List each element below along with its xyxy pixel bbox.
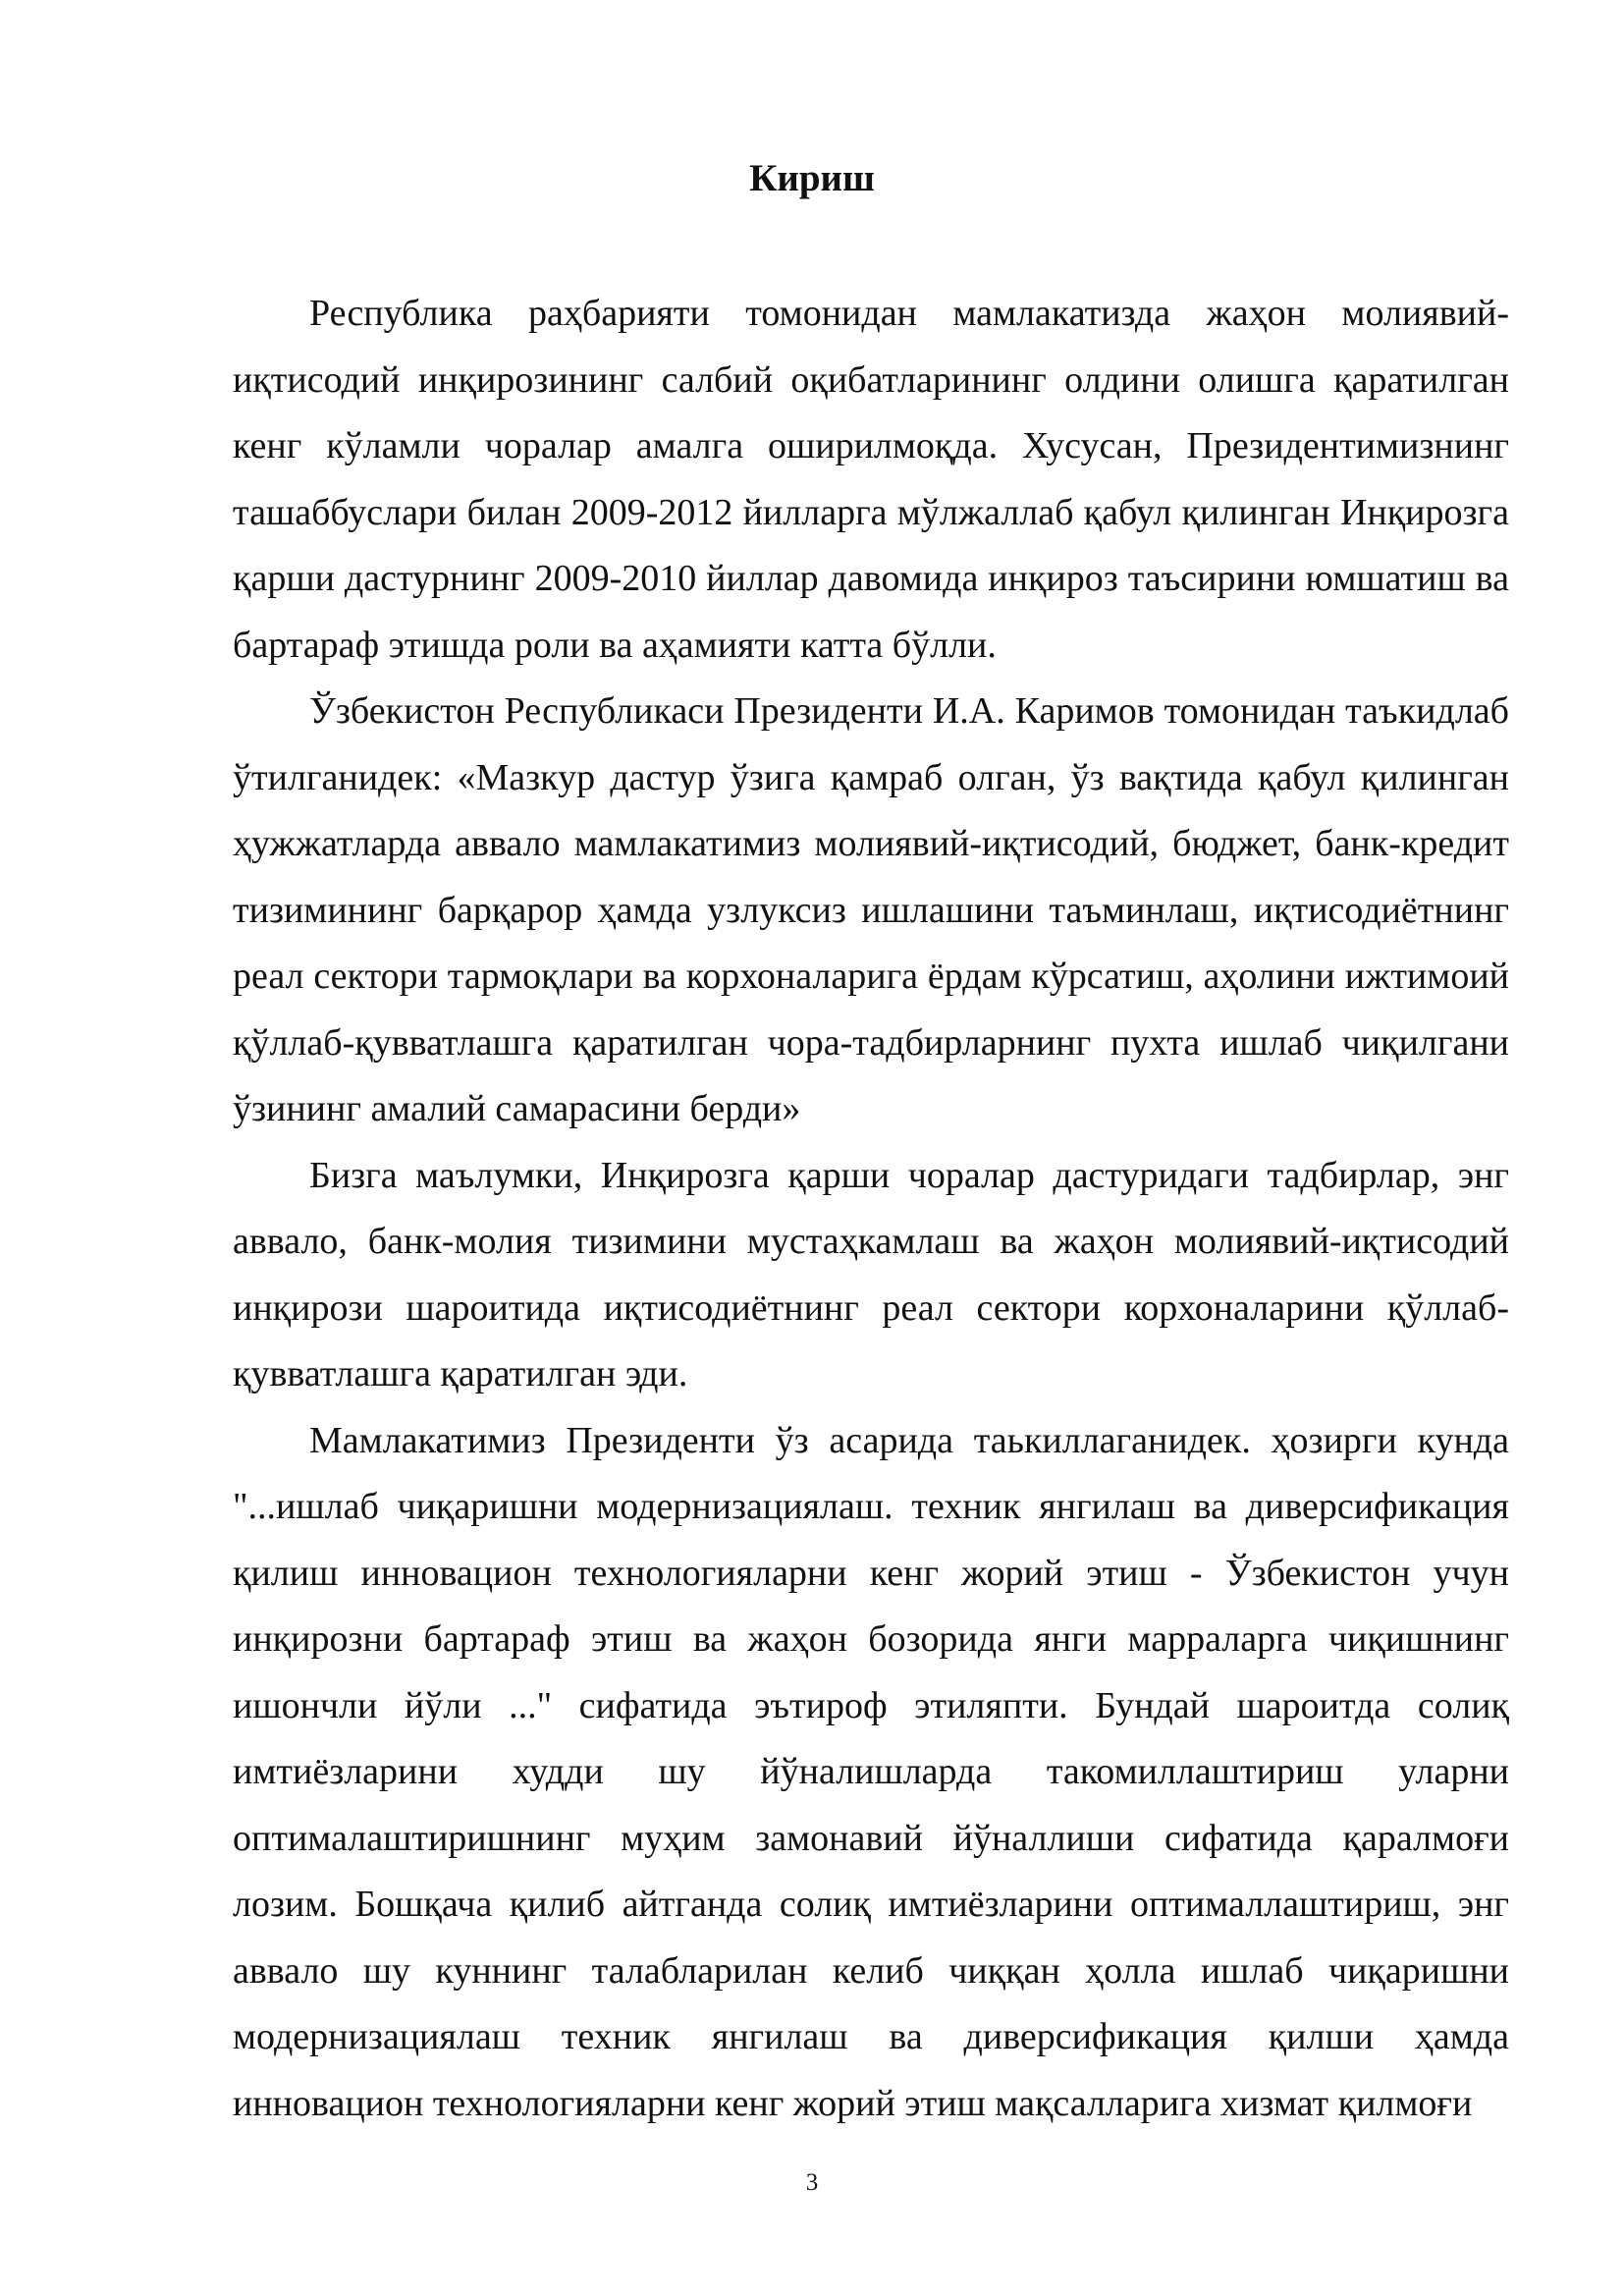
paragraph-2: Ўзбекистон Республикаси Президенти И.А. Каримов томонидан таъкидлаб ўтилганидек: «Мазкур дастур ўзига қамраб олган, ўз вақтида қабул қилинган ҳужжатларда аввало мамлакатимиз молиявий-иқтисодий, бюджет, банк-кредит тизимининг барқарор ҳамда узлуксиз ишлашини таъминлаш, иқтисодиётнинг реал сектори тармоқлари ва корхоналарига ёрдам кўрсатиш, аҳолини ижтимоий қўллаб-қувватлашга қаратилган чора-тадбирларнинг пухта ишлаб чиқилгани ўзининг амалий самарасини берди» xyxy=(233,690,1509,1129)
paragraph-4: Мамлакатимиз Президенти ўз асарида таькиллаганидек. ҳозирги кунда "...ишлаб чиқаришни модернизациялаш. техник янгилаш ва диверсификация қилиш инновацион технологияларни кенг жорий этиш - Ўзбекистон учун инқирозни бартараф этиш ва жаҳон бозорида янги марраларга чиқишнинг ишончли йўли ..." сифатида эътироф этиляпти. Бундай шароитда солиқ имтиёзларини худди шу йўналишларда такомиллаштириш уларни оптималаштиришнинг муҳим замонавий йўналлиши сифатида қаралмоғи лозим. Бошқача қилиб айтганда солиқ имтиёзларини оптималлаштириш, энг аввало шу куннинг талабларилан келиб чиққан ҳолла ишлаб чиқаришни модернизациялаш техник янгилаш ва диверсификация қилши ҳамда инновацион технологияларни кенг жорий этиш мақсалларига хизмат қилмоғи xyxy=(233,1419,1509,2124)
page-title: Кириш xyxy=(749,157,875,199)
body-text xyxy=(233,281,1509,2137)
page-number: 3 xyxy=(805,2169,819,2196)
paragraph-3: Бизга маълумки, Инқирозга қарши чоралар дастуридаги тадбирлар, энг аввало, банк-молия тизимини мустаҳкамлаш ва жаҳон молиявий-иқтисодий инқирози шароитида иқтисодиётнинг реал сектори корхоналарини қўллаб-қувватлашга қаратилган эди. xyxy=(233,1154,1509,1394)
paragraph-1: Республика раҳбарияти томонидан мамлакатизда жаҳон молиявий-иқтисодий инқирозининг салбий оқибатларининг олдини олишга қаратилган кенг кўламли чоралар амалга оширилмоқда. Хусусан, Президентимизнинг ташаббуслари билан 2009-2012 йилларга мўлжаллаб қабул қилинган Инқирозга қарши дастурнинг 2009-2010 йиллар давомида инқироз таъсирини юмшатиш ва бартараф этишда роли ва аҳамияти катта бўлли. xyxy=(233,293,1509,666)
